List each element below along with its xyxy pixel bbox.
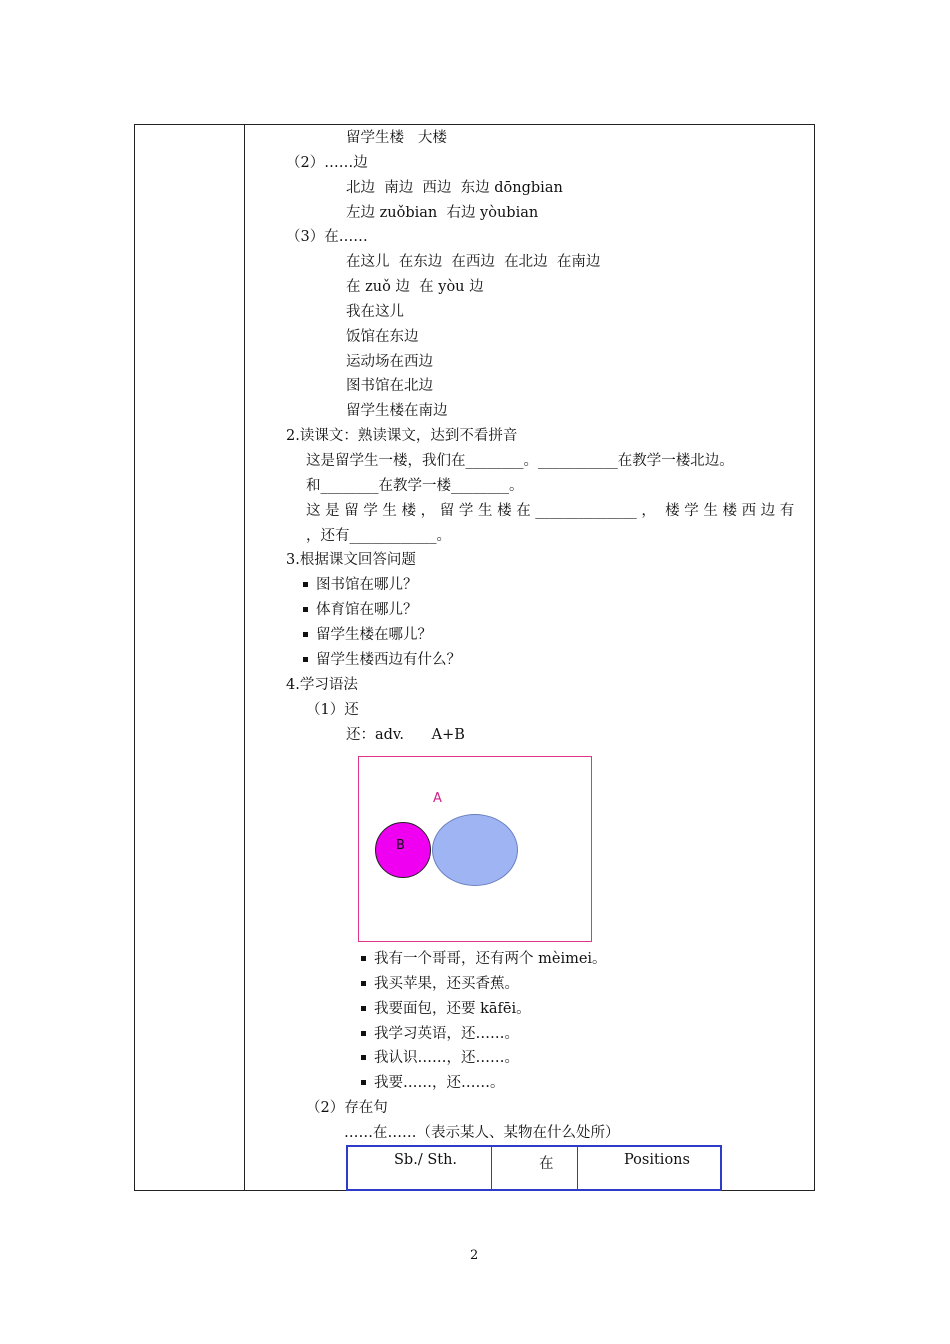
text-line: 图书馆在北边 — [346, 378, 433, 394]
bullet-icon — [361, 1006, 366, 1011]
example-item: 我有一个哥哥，还有两个 mèimei。 — [374, 951, 607, 967]
bullet-icon — [303, 632, 308, 637]
section-heading: （3）在…… — [286, 229, 368, 245]
bullet-icon — [361, 1080, 366, 1085]
example-item: 我认识……，还……。 — [374, 1050, 519, 1066]
question-item: 体育馆在哪儿？ — [316, 602, 418, 618]
column-divider — [244, 124, 245, 1191]
bullet-icon — [303, 657, 308, 662]
bullet-icon — [361, 981, 366, 986]
example-item: 我要……，还……。 — [374, 1075, 505, 1091]
text-line: 在 zuǒ 边 在 yòu 边 — [346, 279, 484, 295]
bullet-icon — [303, 607, 308, 612]
fill-blank-line: ，还有____________。 — [306, 528, 451, 544]
venn-label-b: B — [396, 838, 405, 853]
text-line: ……在……（表示某人、某物在什么处所） — [344, 1125, 620, 1141]
sub-heading: （2）存在句 — [306, 1100, 388, 1116]
text-line: 我在这儿 — [346, 304, 404, 320]
table-column-divider — [577, 1145, 578, 1191]
text-line: 留学生楼在南边 — [346, 403, 448, 419]
section-heading: 4.学习语法 — [286, 677, 358, 693]
fill-blank-line: 这是留学生一楼，我们在________。___________在教学一楼北边。 — [306, 453, 734, 469]
fill-blank-line: 和________在教学一楼________。 — [306, 478, 524, 494]
question-item: 留学生楼西边有什么？ — [316, 652, 461, 668]
section-heading: （2）……边 — [286, 155, 368, 171]
page-number: 2 — [470, 1248, 479, 1263]
text-line: 留学生楼 大楼 — [346, 130, 447, 146]
bullet-icon — [361, 1055, 366, 1060]
table-cell-positions: Positions — [624, 1152, 690, 1168]
bullet-icon — [361, 956, 366, 961]
text-line: 饭馆在东边 — [346, 329, 419, 345]
question-item: 图书馆在哪儿？ — [316, 577, 418, 593]
example-item: 我要面包，还要 kāfēi。 — [374, 1001, 531, 1017]
example-item: 我学习英语，还……。 — [374, 1026, 519, 1042]
text-line: 北边 南边 西边 东边 dōngbian — [346, 180, 563, 196]
bullet-icon — [361, 1031, 366, 1036]
example-item: 我买苹果，还买香蕉。 — [374, 976, 519, 992]
venn-label-a: A — [433, 791, 442, 806]
table-column-divider — [491, 1145, 492, 1191]
text-line: 还：adv. A+B — [346, 727, 465, 743]
section-heading: 2.读课文：熟读课文，达到不看拼音 — [286, 428, 518, 444]
question-item: 留学生楼在哪儿？ — [316, 627, 432, 643]
text-line: 在这儿 在东边 在西边 在北边 在南边 — [346, 254, 601, 270]
table-cell-subject: Sb./ Sth. — [394, 1152, 458, 1168]
bullet-icon — [303, 582, 308, 587]
table-cell-zai: 在 — [539, 1156, 554, 1172]
section-heading: 3.根据课文回答问题 — [286, 552, 416, 568]
fill-blank-line: 这 是 留 学 生 楼 ， 留 学 生 楼 在 ______________ ， 楼 学 生 楼 西 边 有 — [306, 503, 795, 519]
sub-heading: （1）还 — [306, 702, 359, 718]
text-line: 左边 zuǒbian 右边 yòubian — [346, 205, 539, 221]
text-line: 运动场在西边 — [346, 354, 433, 370]
venn-circle-a — [432, 814, 518, 886]
